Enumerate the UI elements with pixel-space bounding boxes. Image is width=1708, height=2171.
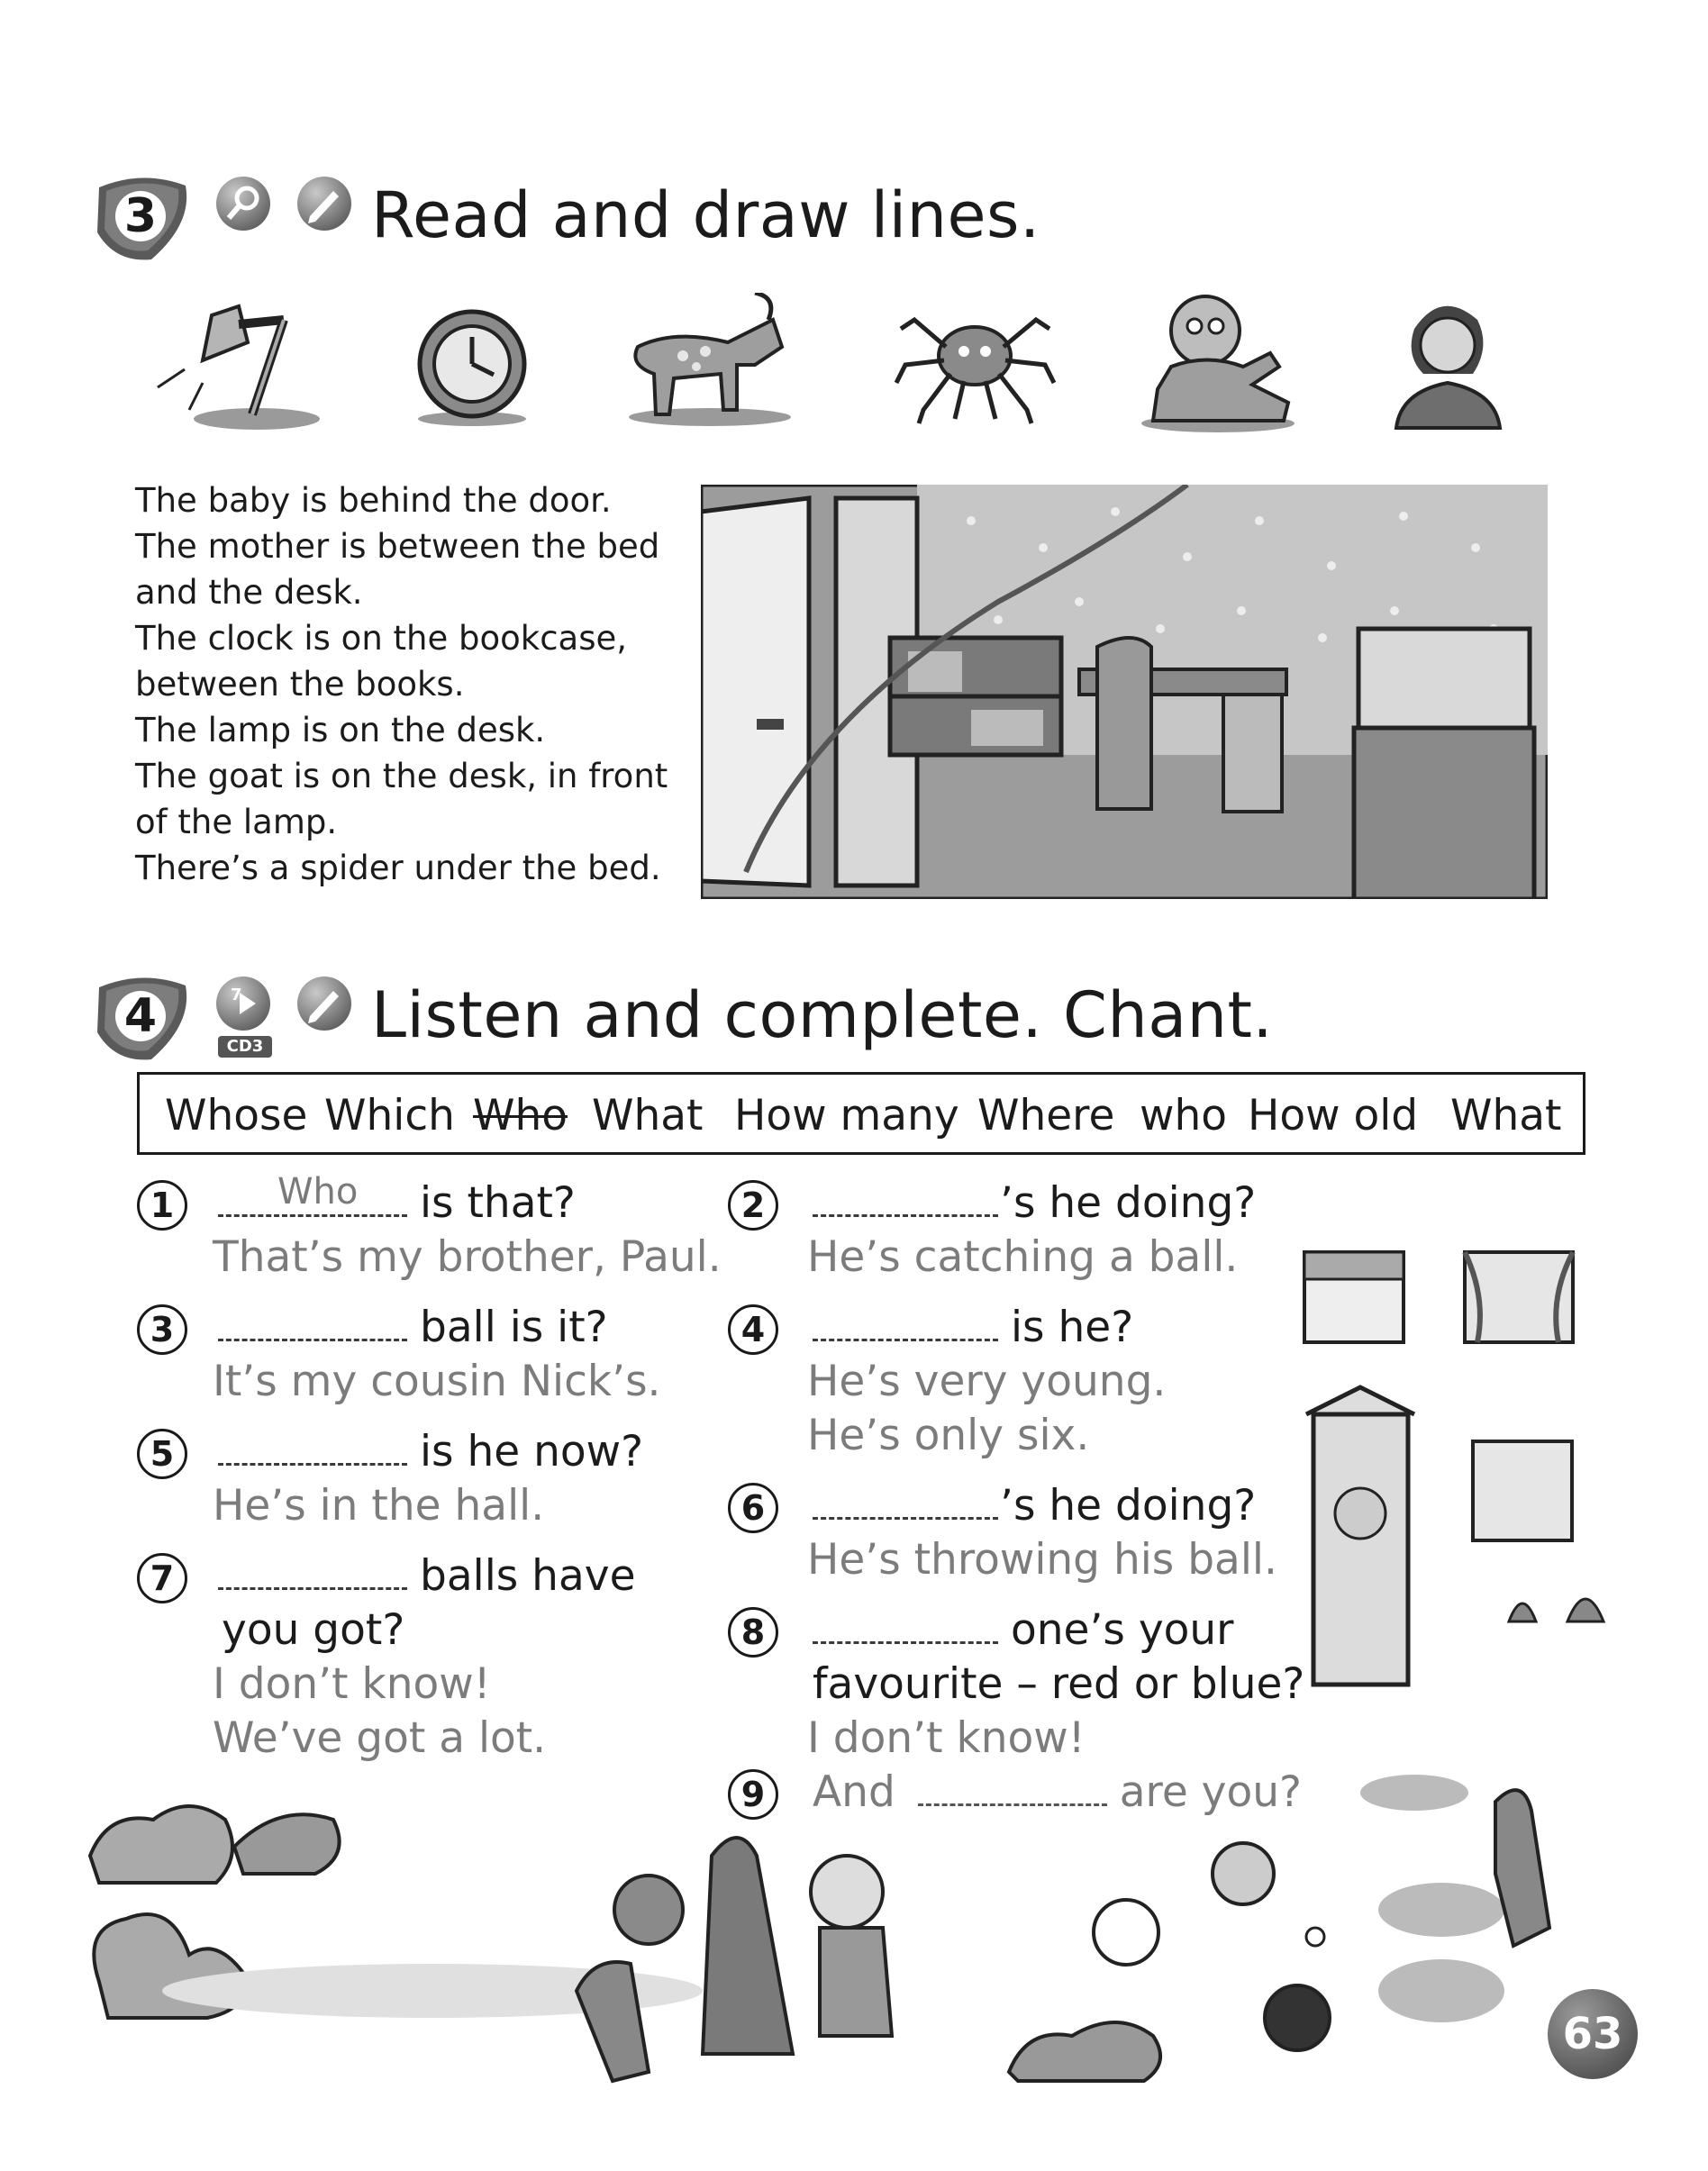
exercise-title: Read and draw lines. [371,178,1040,252]
answer-line: He’s only six. [807,1411,1090,1460]
word-option-crossed-out: Who [473,1091,568,1140]
answer-line: We’ve got a lot. [213,1713,547,1763]
question-text: ’s he doing? [1000,1481,1257,1531]
baby-picture [1135,290,1302,434]
answer-line: I don’t know! [213,1659,491,1709]
house-illustration [1297,1234,1640,1703]
word-option: Whose [165,1091,308,1140]
question-number: 8 [728,1607,778,1658]
question-text: balls have [420,1551,636,1601]
answer-line: He’s in the hall. [213,1481,545,1531]
clock-picture [407,306,538,428]
answer-blank[interactable] [218,1331,407,1341]
sentence-line: The baby is behind the door. [135,481,612,520]
answer-line: He’s throwing his ball. [807,1535,1277,1585]
word-box [137,1072,1585,1155]
question-7 [218,1551,636,1601]
answer-blank[interactable] [218,1580,407,1590]
cd-label: CD3 [218,1036,272,1058]
word-option: How old [1248,1091,1419,1140]
question-8 [813,1605,1234,1655]
cd-play-icon [216,976,270,1031]
question-text: is he? [1011,1303,1134,1352]
question-3 [218,1303,608,1352]
question-text-continued: you got? [222,1605,405,1655]
sentence-line: There’s a spider under the bed. [135,849,661,887]
goat-picture [620,293,795,428]
word-option: How many [734,1091,959,1140]
answer-blank[interactable] [813,1207,998,1217]
magnifier-icon [216,177,270,231]
room-illustration [701,485,1548,899]
page-number: 63 [1548,1989,1638,2079]
pencil-icon [297,177,351,231]
answer-line: That’s my brother, Paul. [213,1232,722,1282]
answer-line: I don’t know! [807,1713,1086,1763]
answer-line: He’s catching a ball. [807,1232,1239,1282]
question-number: 6 [728,1483,778,1533]
question-5 [218,1427,643,1476]
question-1 [218,1178,576,1228]
answer-line: He’s very young. [807,1357,1167,1406]
sentence-line: The lamp is on the desk. [135,711,546,749]
question-text: one’s your [1011,1605,1234,1655]
sentence-line: The mother is between the bed [135,527,660,566]
word-option: What [592,1091,704,1140]
garden-scene-illustration [72,1694,1640,2126]
word-option: Which [324,1091,455,1140]
question-number: 4 [728,1304,778,1355]
word-option: What [1450,1091,1562,1140]
filled-answer: Who [277,1171,359,1213]
question-4 [813,1303,1133,1352]
sentence-line: The goat is on the desk, in front [135,757,668,795]
word-option: Where [977,1091,1115,1140]
pencil-icon [297,976,351,1031]
question-number: 2 [728,1180,778,1231]
question-number: 3 [137,1304,187,1355]
answer-blank[interactable] [218,1456,407,1466]
answer-line: It’s my cousin Nick’s. [213,1357,661,1406]
question-prefix: And [813,1767,895,1817]
sentence-line: The clock is on the bookcase, [135,619,628,658]
question-text: ball is it? [420,1303,608,1352]
sentence-line: between the books. [135,665,465,704]
question-text-continued: favourite – red or blue? [813,1659,1305,1709]
cd-track-number: 7 [231,986,242,1004]
question-6 [813,1481,1256,1531]
question-text: ’s he doing? [1000,1178,1257,1228]
spider-picture [892,302,1058,428]
question-number: 5 [137,1429,187,1479]
question-text: is that? [420,1178,576,1228]
answer-blank[interactable] [813,1510,998,1520]
answer-blank[interactable] [813,1634,998,1644]
question-text: are you? [1119,1767,1302,1817]
reading-text [135,477,676,891]
mother-picture [1387,293,1509,432]
lamp-picture [149,297,333,432]
question-2 [813,1178,1256,1228]
answer-blank[interactable] [813,1331,998,1341]
sentence-line: of the lamp. [135,803,338,841]
exercise-title: Listen and complete. Chant. [371,978,1274,1052]
word-option: who [1140,1091,1227,1140]
question-number: 9 [728,1769,778,1820]
question-text: is he now? [420,1427,644,1476]
exercise-number: 3 [123,189,158,243]
question-number: 1 [137,1180,187,1231]
sentence-line: and the desk. [135,573,363,612]
exercise-number-badge [88,169,196,267]
exercise-number: 4 [123,989,158,1043]
question-number: 7 [137,1553,187,1603]
exercise-number-badge [88,969,196,1067]
